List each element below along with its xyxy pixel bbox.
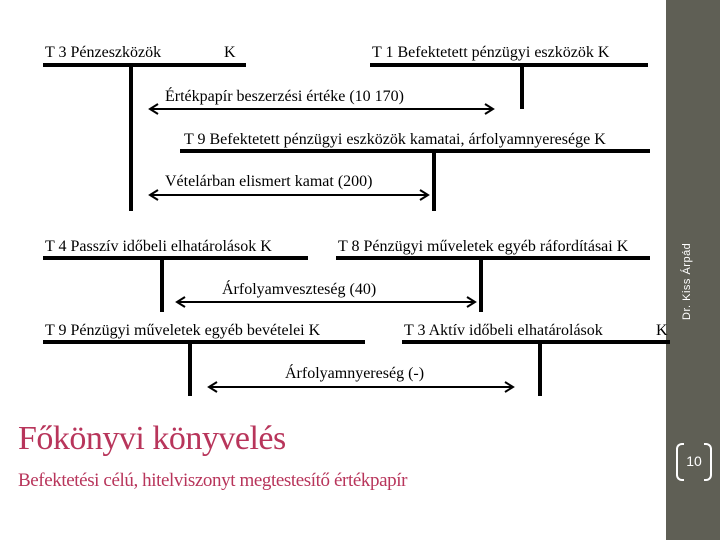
transaction-arfolyamveszteseg: Árfolyamveszteség (40) <box>222 281 377 298</box>
double-arrow-icon <box>175 296 477 308</box>
account-t4-passziv: T 4 Passzív időbeli elhatárolások K <box>45 238 272 255</box>
t-account-hline <box>402 340 670 344</box>
account-t8-raforditasai: T 8 Pénzügyi műveletek egyéb ráfordításai K <box>338 238 629 255</box>
page-number-badge <box>676 443 712 479</box>
t-account-vline <box>188 340 192 396</box>
t-account-hline <box>43 256 308 260</box>
account-t3-penzeszkozok-k: K <box>224 44 236 61</box>
transaction-ertekpapir-beszerzes: Értékpapír beszerzési értéke (10 170) <box>165 88 404 105</box>
t-account-vline <box>538 340 542 396</box>
t-account-vline <box>479 256 483 312</box>
double-arrow-icon <box>148 189 430 201</box>
t-account-hline <box>43 63 246 67</box>
double-arrow-icon <box>207 381 515 393</box>
t-account-vline <box>160 256 164 312</box>
account-t1-befektetett: T 1 Befektetett pénzügyi eszközök K <box>372 44 610 61</box>
transaction-velelar-kamat: Vételárban elismert kamat (200) <box>165 173 373 190</box>
author-label-container <box>668 0 694 320</box>
slide-title: Főkönyvi könyvelés <box>18 420 286 457</box>
t-account-hline <box>370 63 648 67</box>
transaction-arfolyamnyereseg: Árfolyamnyereség (-) <box>285 365 425 382</box>
t-account-vline <box>432 149 436 211</box>
double-arrow-icon <box>148 103 495 115</box>
account-t3-aktiv: T 3 Aktív időbeli elhatárolások <box>404 322 603 339</box>
t-account-vline <box>129 63 133 211</box>
account-t3-penzeszkozok: T 3 Pénzeszközök <box>45 44 162 61</box>
t-account-hline <box>336 256 650 260</box>
page-number: 10 <box>686 453 702 469</box>
slide-subtitle: Befektetési célú, hitelviszonyt megtestesítő értékpapír <box>18 470 408 491</box>
account-t9-bevetelei: T 9 Pénzügyi műveletek egyéb bevételei K <box>45 322 321 339</box>
t-account-vline <box>520 63 524 109</box>
t-account-hline <box>43 340 365 344</box>
account-t3-aktiv-k: K <box>656 322 668 339</box>
author-label: Dr. Kiss Árpád <box>681 242 693 320</box>
account-t9-kamatai: T 9 Befektetett pénzügyi eszközök kamatai, árfolyamnyeresége K <box>184 131 606 148</box>
t-account-hline <box>180 149 650 153</box>
